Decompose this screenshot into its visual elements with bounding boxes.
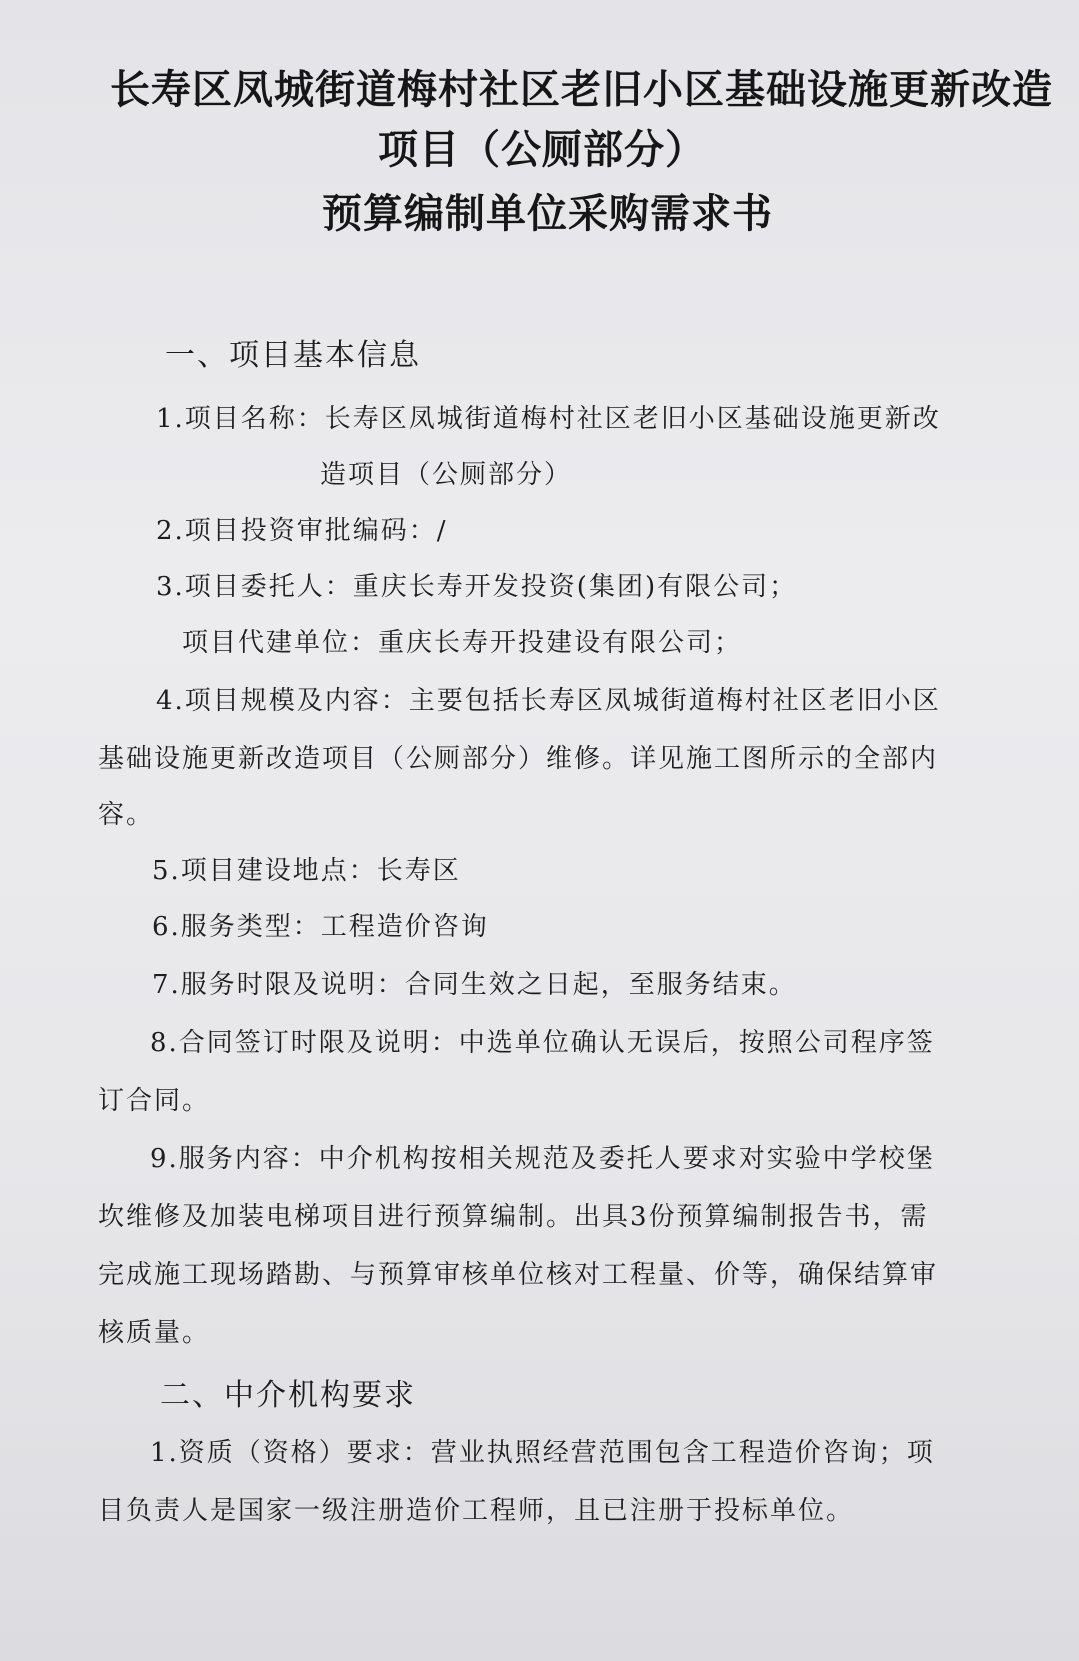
item-qualification: 1.资质（资格）要求：营业执照经营范围包含工程造价咨询；项	[150, 1438, 935, 1468]
item-location: 5.项目建设地点：长寿区	[152, 856, 461, 886]
document-title-line-1: 长寿区凤城街道梅村社区老旧小区基础设施更新改造	[110, 67, 1053, 113]
item-approval-code: 2.项目投资审批编码：/	[156, 516, 448, 546]
item-project-name-cont: 造项目（公厕部分）	[320, 460, 573, 490]
item-client: 3.项目委托人：重庆长寿开发投资(集团)有限公司；	[156, 572, 798, 602]
item-service-content-cont-3: 核质量。	[98, 1318, 211, 1348]
item-scope-cont-1: 基础设施更新改造项目（公厕部分）维修。详见施工图所示的全部内	[98, 744, 939, 774]
item-scope-cont-2: 容。	[98, 800, 155, 830]
item-service-content-cont-1: 坎维修及加装电梯项目进行预算编制。出具3份预算编制报告书，需	[98, 1202, 929, 1232]
item-scope: 4.项目规模及内容：主要包括长寿区凤城街道梅村社区老旧小区	[156, 686, 941, 716]
item-service-type: 6.服务类型：工程造价咨询	[152, 912, 489, 942]
document-title-line-3: 预算编制单位采购需求书	[322, 191, 773, 237]
item-agent-builder: 项目代建单位：重庆长寿开投建设有限公司；	[182, 628, 743, 658]
item-service-period: 7.服务时限及说明：合同生效之日起，至服务结束。	[152, 970, 797, 1000]
item-project-name: 1.项目名称：长寿区凤城街道梅村社区老旧小区基础设施更新改	[156, 404, 941, 434]
section-heading-basic-info: 一、项目基本信息	[165, 338, 421, 373]
item-contract-period: 8.合同签订时限及说明：中选单位确认无误后，按照公司程序签	[150, 1028, 935, 1058]
item-contract-period-cont: 订合同。	[98, 1086, 211, 1116]
item-qualification-cont: 目负责人是国家一级注册造价工程师，且已注册于投标单位。	[98, 1496, 855, 1526]
item-service-content: 9.服务内容：中介机构按相关规范及委托人要求对实验中学校堡	[150, 1144, 935, 1174]
item-service-content-cont-2: 完成施工现场踏勘、与预算审核单位核对工程量、价等，确保结算审	[98, 1260, 939, 1290]
document-title-line-2: 项目（公厕部分）	[378, 127, 706, 173]
section-heading-agency-requirements: 二、中介机构要求	[160, 1378, 416, 1413]
